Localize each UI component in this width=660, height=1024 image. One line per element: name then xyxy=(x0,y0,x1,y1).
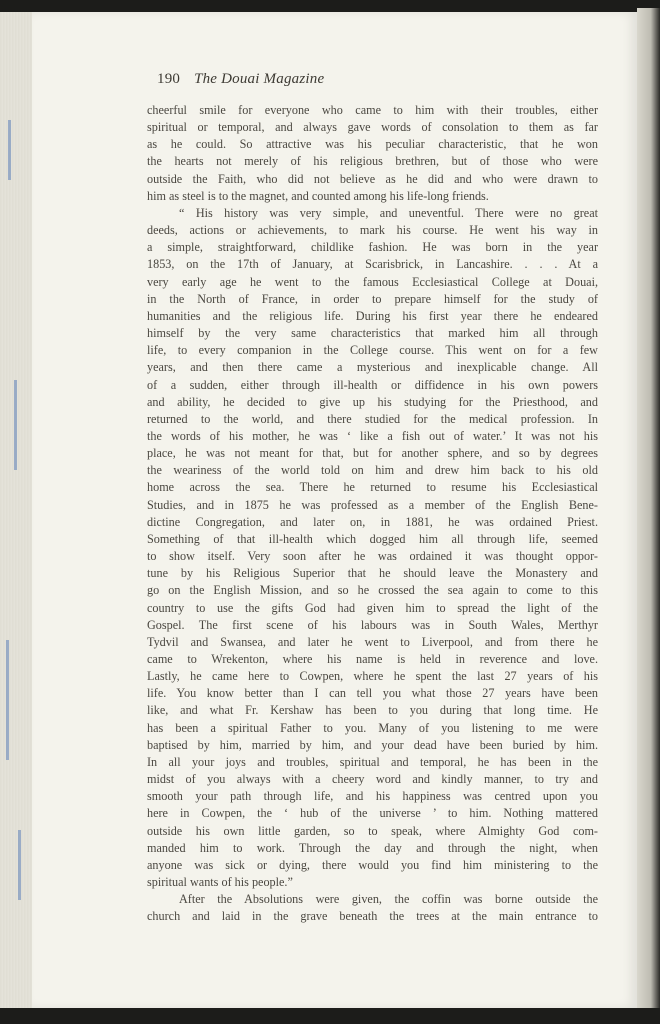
text-line: a simple, straightforward, childlike fashion. He was born in the year xyxy=(147,240,598,255)
page-edge-stain xyxy=(6,640,9,760)
text-line: him as steel is to the magnet, and counted among his life-long friends. xyxy=(147,188,489,203)
text-line: Studies, and in 1875 he was professed as a member of the English Bene- xyxy=(147,497,598,512)
text-line: Gospel. The first scene of his labours was in South Wales, Merthyr xyxy=(147,617,598,632)
scan-background xyxy=(0,1008,660,1024)
text-line: “ His history was very simple, and uneventful. There were no great xyxy=(179,205,598,220)
text-line: life. You know better than I can tell you what those 27 years have been xyxy=(147,686,598,701)
text-line: to show itself. Very soon after he was ordained it was thought oppor- xyxy=(147,549,598,564)
text-line: of a sudden, either through ill-health or diffidence in his own powers xyxy=(147,377,598,392)
page-edge-stain xyxy=(8,120,11,180)
text-line: church and laid in the grave beneath the trees at the main entrance to xyxy=(147,909,598,924)
text-line: very early age he went to the famous Ecclesiastical College at Douai, xyxy=(147,274,598,289)
text-line: the hearts not merely of his religious brethren, but of those who were xyxy=(147,154,598,169)
text-line: Lastly, he came here to Cowpen, where he spent the last 27 years of his xyxy=(147,669,598,684)
text-line: anyone was sick or dying, there would you find him ministering to the xyxy=(147,857,598,872)
text-line: the weariness of the world told on him and drew him back to his old xyxy=(147,463,598,478)
text-line: home across the sea. There he returned to resume his Ecclesiastical xyxy=(147,480,598,495)
text-line: in the North of France, in order to prepare himself for the study of xyxy=(147,291,598,306)
text-line: place, he was not meant for that, but for another sphere, and so by degrees xyxy=(147,446,598,461)
text-line: as he could. So attractive was his peculiar characteristic, that he won xyxy=(147,137,598,152)
page-edge-stain xyxy=(18,830,21,900)
text-line: here in Cowpen, the ‘ hub of the universe ’ to him. Nothing mattered xyxy=(147,806,598,821)
text-line: smooth your path through life, and his happiness was centred upon you xyxy=(147,789,598,804)
text-line: has been a spiritual Father to you. Many of you listening to me were xyxy=(147,720,598,735)
running-header xyxy=(157,71,324,88)
text-line: 1853, on the 17th of January, at Scarisbrick, in Lancashire. . . . At a xyxy=(147,257,598,272)
text-line: years, and then there came a mysterious and inexplicable change. All xyxy=(147,360,598,375)
text-line: Tydvil and Swansea, and later he went to Liverpool, and from there he xyxy=(147,634,598,649)
running-title: The Douai Magazine xyxy=(194,71,325,87)
text-line: spiritual or temporal, and always gave words of consolation to them as far xyxy=(147,120,598,135)
text-line: cheerful smile for everyone who came to him with their troubles, either xyxy=(147,103,598,117)
text-line: outside the Faith, who did not believe as he did and who were drawn to xyxy=(147,171,598,186)
page-edge-stain xyxy=(14,380,17,470)
page-number: 190 xyxy=(157,71,181,87)
text-line: the words of his mother, he was ‘ like a fish out of water.’ It was not his xyxy=(147,428,598,443)
text-line: and ability, he decided to give up his studying for the Priesthood, and xyxy=(147,394,598,409)
text-line: himself by the very same characteristics that marked him all through xyxy=(147,326,598,341)
text-line: In all your joys and troubles, spiritual and temporal, he has been in the xyxy=(147,754,598,769)
text-line: midst of you always with a cheery word and kindly manner, to try and xyxy=(147,772,598,787)
body-text xyxy=(147,102,598,926)
text-line: tune by his Religious Superior that he should leave the Monastery and xyxy=(147,566,598,581)
text-line: spiritual wants of his people.” xyxy=(147,875,293,890)
text-line: humanities and the religious life. During his first year there he endeared xyxy=(147,308,598,323)
text-line: country to use the gifts God had given him to spread the light of the xyxy=(147,600,598,615)
text-line: manded him to work. Through the day and through the night, when xyxy=(147,840,598,855)
book-spine-edge xyxy=(637,8,660,1012)
text-line: outside his own little garden, so to speak, where Almighty God com- xyxy=(147,823,598,838)
text-line: go on the English Mission, and so he crossed the sea again to come to this xyxy=(147,583,598,598)
text-line: like, and what Fr. Kershaw has been to you during that long time. He xyxy=(147,703,598,718)
text-line: life, to every companion in the College course. This went on for a few xyxy=(147,343,598,358)
text-line: deeds, actions or achievements, to mark his course. He went his way in xyxy=(147,223,598,238)
text-line: baptised by him, married by him, and your dead have been buried by him. xyxy=(147,737,598,752)
text-line: dictine Congregation, and later on, in 1881, he was ordained Priest. xyxy=(147,514,598,529)
text-line: returned to the world, and there studied for the medical profession. In xyxy=(147,411,598,426)
text-line: Something of that ill-health which dogged him all through life, seemed xyxy=(147,531,598,546)
text-line: came to Wrekenton, where his name is held in reverence and love. xyxy=(147,652,598,666)
text-line: After the Absolutions were given, the coffin was borne outside the xyxy=(179,892,598,907)
